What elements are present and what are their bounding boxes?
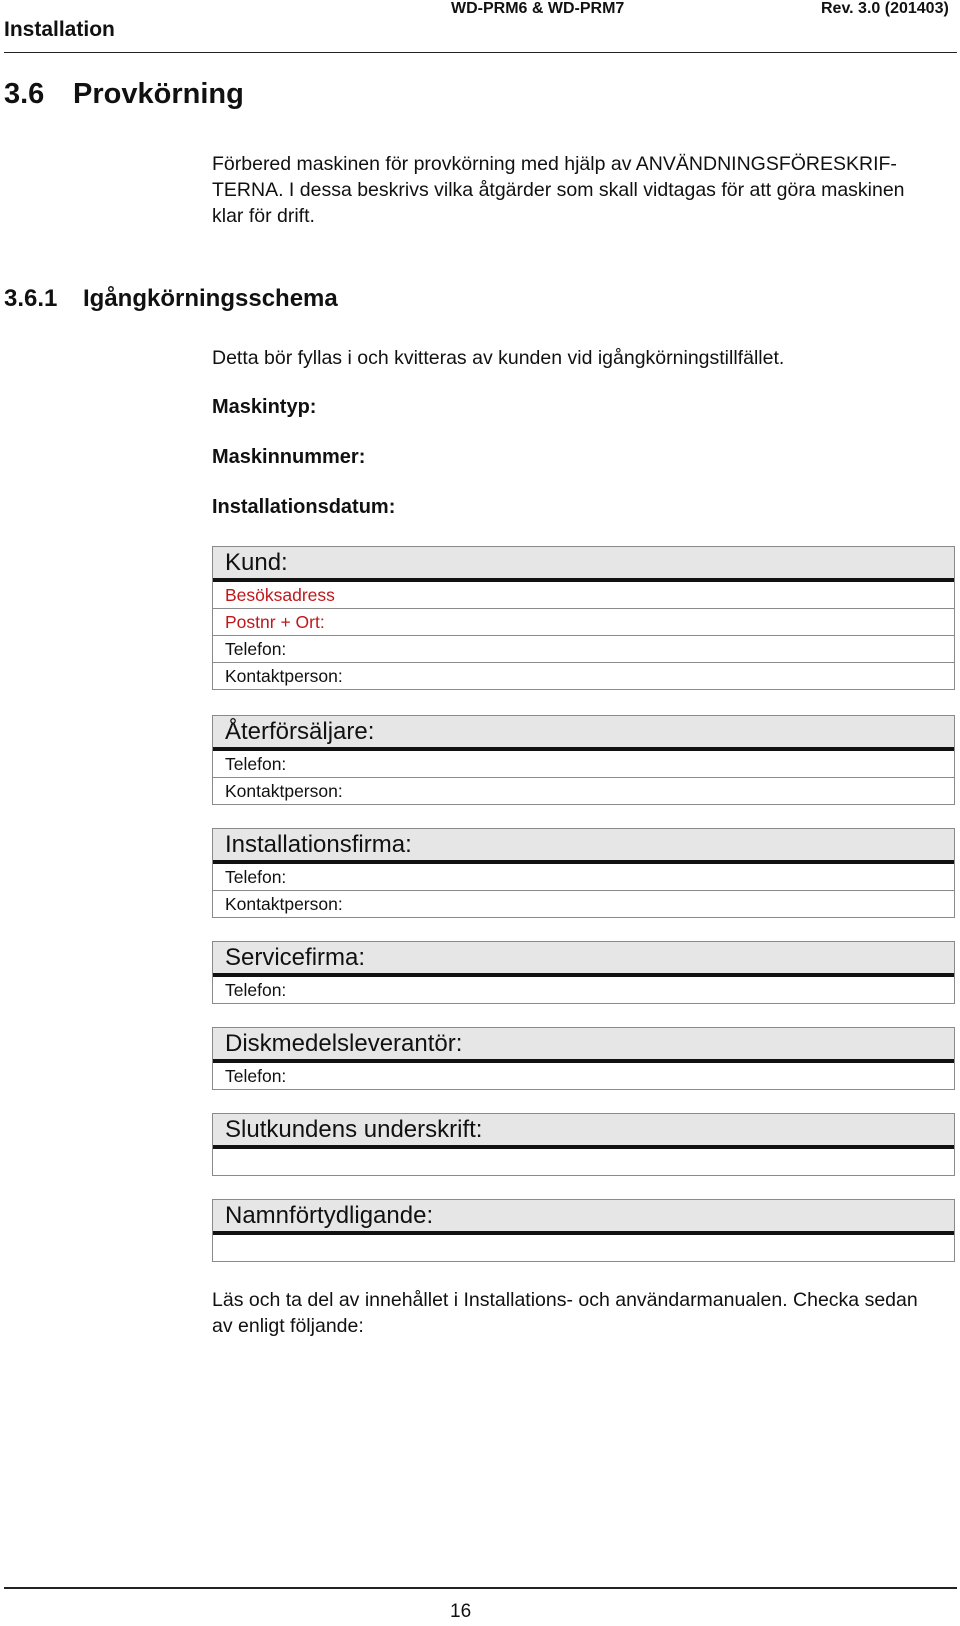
section-heading-title: Provkörning <box>73 78 244 110</box>
subsection-heading-title: Igångkörningsschema <box>83 285 338 312</box>
name-clarification-form <box>212 1199 955 1262</box>
form-row-phone[interactable]: Telefon: <box>213 751 954 778</box>
form-title: Slutkundens underskrift: <box>213 1114 954 1149</box>
form-row-phone[interactable]: Telefon: <box>213 864 954 891</box>
signature-field[interactable] <box>213 1149 954 1175</box>
form-row-phone[interactable]: Telefon: <box>225 1066 287 1086</box>
header-divider <box>4 52 957 53</box>
intro-line: klar för drift. <box>212 205 315 227</box>
machine-type-label: Maskintyp: <box>212 396 317 418</box>
form-row-contact-person[interactable]: Kontaktperson: <box>225 666 343 686</box>
header-model-name: WD-PRM6 & WD-PRM7 <box>451 0 625 17</box>
closing-line: Läs och ta del av innehållet i Installations- och användarmanualen. Checka sedan <box>212 1289 918 1311</box>
installer-form <box>212 828 955 918</box>
service-company-form <box>212 941 955 1004</box>
reseller-form <box>212 715 955 805</box>
closing-line: av enligt följande: <box>212 1315 364 1337</box>
form-row-phone[interactable]: Telefon: <box>225 980 287 1000</box>
form-title: Namnförtydligande: <box>213 1200 954 1235</box>
instruction-text: Detta bör fyllas i och kvitteras av kunden vid igångkörningstillfället. <box>212 347 785 369</box>
customer-signature-form <box>212 1113 955 1176</box>
form-row-visiting-address[interactable]: Besöksadress <box>213 582 954 609</box>
header-revision: Rev. 3.0 (201403) <box>821 0 949 17</box>
intro-line: TERNA. I dessa beskrivs vilka åtgärder som skall vidtagas för att göra maskinen <box>212 179 905 201</box>
form-row-postcode-city[interactable]: Postnr + Ort: <box>213 609 954 636</box>
subsection-heading-number: 3.6.1 <box>4 285 58 312</box>
footer-divider <box>4 1587 957 1589</box>
form-title: Installationsfirma: <box>213 829 954 864</box>
form-title: Servicefirma: <box>213 942 954 977</box>
machine-number-label: Maskinnummer: <box>212 446 366 468</box>
intro-paragraph <box>212 151 960 229</box>
name-clarification-field[interactable] <box>213 1235 954 1261</box>
form-row-contact-person[interactable]: Kontaktperson: <box>225 781 343 801</box>
form-title: Återförsäljare: <box>213 716 954 751</box>
closing-paragraph <box>212 1287 960 1339</box>
detergent-supplier-form <box>212 1027 955 1090</box>
form-row-phone[interactable]: Telefon: <box>213 636 954 663</box>
header-section-title: Installation <box>4 18 115 41</box>
intro-line: Förbered maskinen för provkörning med hjälp av ANVÄNDNINGSFÖRESKRIF- <box>212 153 897 175</box>
page-number: 16 <box>450 1601 472 1622</box>
form-title: Diskmedelsleverantör: <box>213 1028 954 1063</box>
install-date-label: Installationsdatum: <box>212 496 396 518</box>
form-title: Kund: <box>213 547 954 582</box>
form-row-contact-person[interactable]: Kontaktperson: <box>225 894 343 914</box>
customer-form <box>212 546 955 690</box>
section-heading-number: 3.6 <box>4 78 45 110</box>
